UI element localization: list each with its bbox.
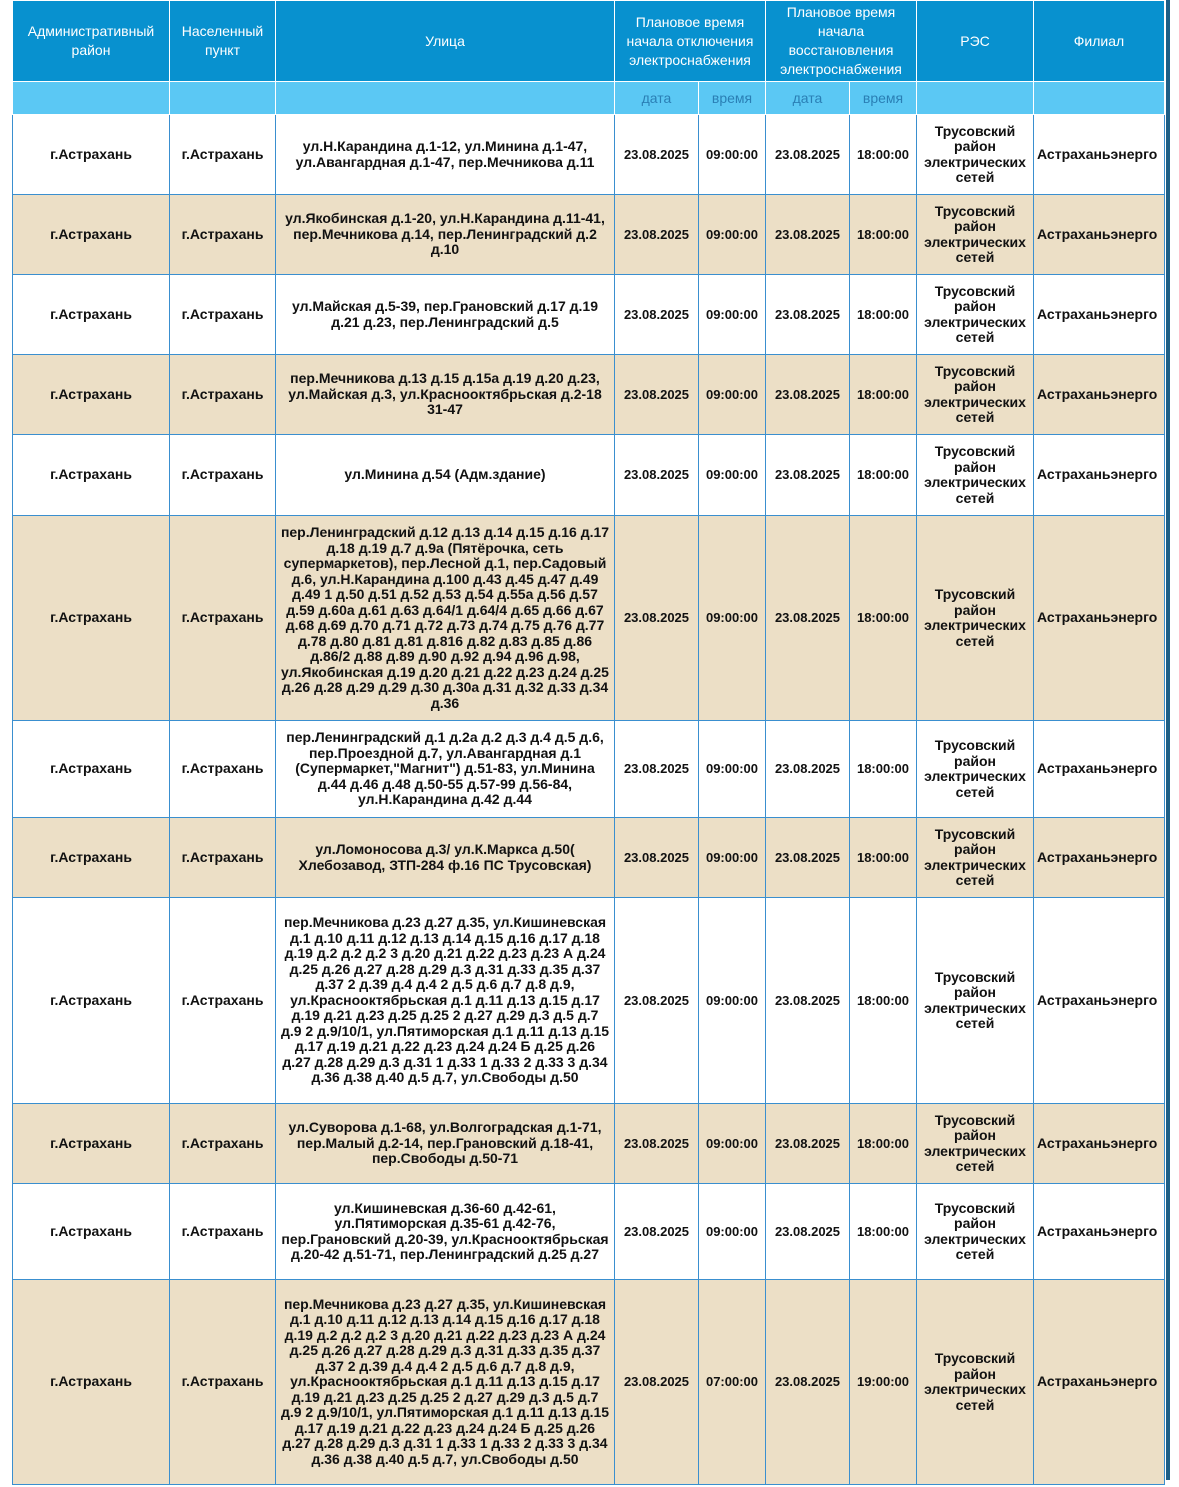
subheader-end-date[interactable]: дата (766, 82, 850, 115)
start-date-cell: 23.08.2025 (615, 898, 699, 1104)
street-cell: пер.Мечникова д.13 д.15 д.15а д.19 д.20 д.23, ул.Майская д.3, ул.Краснооктябрьская д.2-18 31-47 (276, 355, 615, 435)
res-cell: Трусовский район электрических сетей (917, 898, 1034, 1104)
branch-cell: Астраханьэнерго (1034, 1184, 1165, 1280)
end-date-cell: 23.08.2025 (766, 195, 850, 275)
settlement-cell: г.Астрахань (170, 818, 276, 898)
start-time-cell: 09:00:00 (699, 355, 766, 435)
district-cell: г.Астрахань (13, 355, 170, 435)
branch-cell: Астраханьэнерго (1034, 195, 1165, 275)
table-row (13, 1184, 1165, 1280)
district-cell: г.Астрахань (13, 721, 170, 818)
header-end-time[interactable]: Плановое время начала восстановления электроснабжения (766, 1, 917, 82)
street-cell: ул.Якобинская д.1-20, ул.Н.Карандина д.11-41, пер.Мечникова д.14, пер.Ленинградский д.2 д.10 (276, 195, 615, 275)
street-cell: ул.Майская д.5-39, пер.Грановский д.17 д.19 д.21 д.23, пер.Ленинградский д.5 (276, 275, 615, 355)
end-time-cell: 18:00:00 (850, 818, 917, 898)
start-time-cell: 09:00:00 (699, 115, 766, 195)
street-cell: ул.Минина д.54 (Адм.здание) (276, 435, 615, 516)
settlement-cell: г.Астрахань (170, 355, 276, 435)
settlement-cell: г.Астрахань (170, 898, 276, 1104)
start-time-cell: 09:00:00 (699, 721, 766, 818)
start-time-cell: 09:00:00 (699, 435, 766, 516)
table-header (13, 1, 1165, 115)
table-row (13, 1280, 1165, 1485)
res-cell: Трусовский район электрических сетей (917, 1104, 1034, 1184)
start-date-cell: 23.08.2025 (615, 435, 699, 516)
res-cell: Трусовский район электрических сетей (917, 195, 1034, 275)
settlement-cell: г.Астрахань (170, 1280, 276, 1485)
start-time-cell: 09:00:00 (699, 1184, 766, 1280)
branch-cell: Астраханьэнерго (1034, 115, 1165, 195)
street-cell: ул.Кишиневская д.36-60 д.42-61, ул.Пятиморская д.35-61 д.42-76, пер.Грановский д.20-39, ул.Краснооктябрьская д.20-42 д.51-71, пер.Ленинградский д.25 д.27 (276, 1184, 615, 1280)
end-date-cell: 23.08.2025 (766, 721, 850, 818)
header-street[interactable]: Улица (276, 1, 615, 82)
table-body (13, 115, 1165, 1485)
branch-cell: Астраханьэнерго (1034, 435, 1165, 516)
street-cell: пер.Ленинградский д.1 д.2а д.2 д.3 д.4 д.5 д.6, пер.Проездной д.7, ул.Авангардная д.1 (Супермаркет,"Магнит") д.51-83, ул.Минина д.44 д.46 д.48 д.50-55 д.57-99 д.56-84, ул.Н.Карандина д.42 д.44 (276, 721, 615, 818)
street-cell: пер.Мечникова д.23 д.27 д.35, ул.Кишиневская д.1 д.10 д.11 д.12 д.13 д.14 д.15 д.16 д.17 д.18 д.19 д.2 д.2 д.2 3 д.20 д.21 д.22 д.23 д.23 А д.24 д.25 д.26 д.27 д.28 д.29 д.3 д.31 д.33 д.35 д.37 д.37 2 д.39 д.4 д.4 2 д.5 д.6 д.7 д.8 д.9, ул.Краснооктябрьская д.1 д.11 д.13 д.15 д.17 д.19 д.21 д.23 д.25 д.25 2 д.27 д.29 д.3 д.5 д.7 д.9 2 д.9/10/1, ул.Пятиморская д.1 д.11 д.13 д.15 д.17 д.19 д.21 д.22 д.23 д.24 д.24 Б д.25 д.26 д.27 д.28 д.29 д.3 д.31 1 д.33 1 д.33 2 д.33 3 д.34 д.36 д.38 д.40 д.5 д.7, ул.Свободы д.50 (276, 1280, 615, 1485)
end-date-cell: 23.08.2025 (766, 516, 850, 721)
district-cell: г.Астрахань (13, 195, 170, 275)
start-date-cell: 23.08.2025 (615, 818, 699, 898)
subheader-start-date[interactable]: дата (615, 82, 699, 115)
start-date-cell: 23.08.2025 (615, 1104, 699, 1184)
outage-schedule (12, 0, 1167, 1485)
end-date-cell: 23.08.2025 (766, 435, 850, 516)
subheader-empty (1034, 82, 1165, 115)
street-cell: пер.Мечникова д.23 д.27 д.35, ул.Кишиневская д.1 д.10 д.11 д.12 д.13 д.14 д.15 д.16 д.17 д.18 д.19 д.2 д.2 д.2 3 д.20 д.21 д.22 д.23 д.23 А д.24 д.25 д.26 д.27 д.28 д.29 д.3 д.31 д.33 д.35 д.37 д.37 2 д.39 д.4 д.4 2 д.5 д.6 д.7 д.8 д.9, ул.Краснооктябрьская д.1 д.11 д.13 д.15 д.17 д.19 д.21 д.23 д.25 д.25 2 д.27 д.29 д.3 д.5 д.7 д.9 2 д.9/10/1, ул.Пятиморская д.1 д.11 д.13 д.15 д.17 д.19 д.21 д.22 д.23 д.24 д.24 Б д.25 д.26 д.27 д.28 д.29 д.3 д.31 1 д.33 1 д.33 2 д.33 3 д.34 д.36 д.38 д.40 д.5 д.7, ул.Свободы д.50 (276, 898, 615, 1104)
subheader-start-time[interactable]: время (699, 82, 766, 115)
start-date-cell: 23.08.2025 (615, 1280, 699, 1485)
start-time-cell: 09:00:00 (699, 516, 766, 721)
res-cell: Трусовский район электрических сетей (917, 721, 1034, 818)
street-cell: ул.Ломоносова д.3/ ул.К.Маркса д.50( Хлебозавод, ЗТП-284 ф.16 ПС Трусовская) (276, 818, 615, 898)
header-res[interactable]: РЭС (917, 1, 1034, 82)
res-cell: Трусовский район электрических сетей (917, 818, 1034, 898)
settlement-cell: г.Астрахань (170, 516, 276, 721)
start-date-cell: 23.08.2025 (615, 1184, 699, 1280)
res-cell: Трусовский район электрических сетей (917, 516, 1034, 721)
start-time-cell: 09:00:00 (699, 898, 766, 1104)
end-date-cell: 23.08.2025 (766, 275, 850, 355)
table-row (13, 898, 1165, 1104)
header-settlement[interactable]: Населенный пункт (170, 1, 276, 82)
header-branch[interactable]: Филиал (1034, 1, 1165, 82)
district-cell: г.Астрахань (13, 435, 170, 516)
district-cell: г.Астрахань (13, 516, 170, 721)
res-cell: Трусовский район электрических сетей (917, 115, 1034, 195)
branch-cell: Астраханьэнерго (1034, 275, 1165, 355)
district-cell: г.Астрахань (13, 275, 170, 355)
settlement-cell: г.Астрахань (170, 195, 276, 275)
settlement-cell: г.Астрахань (170, 1104, 276, 1184)
street-cell: ул.Суворова д.1-68, ул.Волгоградская д.1-71, пер.Малый д.2-14, пер.Грановский д.18-41, пер.Свободы д.50-71 (276, 1104, 615, 1184)
table-row (13, 516, 1165, 721)
start-time-cell: 09:00:00 (699, 195, 766, 275)
end-time-cell: 18:00:00 (850, 115, 917, 195)
district-cell: г.Астрахань (13, 115, 170, 195)
end-date-cell: 23.08.2025 (766, 1184, 850, 1280)
end-time-cell: 18:00:00 (850, 435, 917, 516)
end-time-cell: 18:00:00 (850, 275, 917, 355)
res-cell: Трусовский район электрических сетей (917, 1184, 1034, 1280)
res-cell: Трусовский район электрических сетей (917, 275, 1034, 355)
subheader-end-time[interactable]: время (850, 82, 917, 115)
subheader-empty (276, 82, 615, 115)
district-cell: г.Астрахань (13, 818, 170, 898)
outage-table (12, 0, 1165, 1485)
end-date-cell: 23.08.2025 (766, 1280, 850, 1485)
res-cell: Трусовский район электрических сетей (917, 435, 1034, 516)
branch-cell: Астраханьэнерго (1034, 898, 1165, 1104)
district-cell: г.Астрахань (13, 898, 170, 1104)
end-time-cell: 18:00:00 (850, 721, 917, 818)
start-time-cell: 09:00:00 (699, 818, 766, 898)
end-date-cell: 23.08.2025 (766, 898, 850, 1104)
table-row (13, 195, 1165, 275)
end-time-cell: 19:00:00 (850, 1280, 917, 1485)
table-row (13, 818, 1165, 898)
table-row (13, 355, 1165, 435)
district-cell: г.Астрахань (13, 1280, 170, 1485)
end-time-cell: 18:00:00 (850, 355, 917, 435)
branch-cell: Астраханьэнерго (1034, 1280, 1165, 1485)
street-cell: пер.Ленинградский д.12 д.13 д.14 д.15 д.16 д.17 д.18 д.19 д.7 д.9а (Пятёрочка, сеть супермаркетов), пер.Лесной д.1, пер.Садовый д.6, ул.Н.Карандина д.100 д.43 д.45 д.47 д.49 д.49 1 д.50 д.51 д.52 д.53 д.54 д.55а д.56 д.57 д.59 д.60а д.61 д.63 д.64/1 д.64/4 д.65 д.66 д.67 д.68 д.69 д.70 д.71 д.72 д.73 д.74 д.75 д.76 д.77 д.78 д.80 д.81 д.81 д.816 д.82 д.83 д.85 д.86 д.86/2 д.88 д.89 д.90 д.92 д.94 д.96 д.98, ул.Якобинская д.19 д.20 д.21 д.22 д.23 д.24 д.25 д.26 д.28 д.29 д.29 д.30 д.30а д.31 д.32 д.33 д.34 д.36 (276, 516, 615, 721)
vertical-scrollbar[interactable] (1166, 0, 1170, 1480)
settlement-cell: г.Астрахань (170, 435, 276, 516)
end-time-cell: 18:00:00 (850, 1104, 917, 1184)
table-row (13, 115, 1165, 195)
res-cell: Трусовский район электрических сетей (917, 1280, 1034, 1485)
res-cell: Трусовский район электрических сетей (917, 355, 1034, 435)
start-date-cell: 23.08.2025 (615, 516, 699, 721)
settlement-cell: г.Астрахань (170, 1184, 276, 1280)
end-time-cell: 18:00:00 (850, 1184, 917, 1280)
start-date-cell: 23.08.2025 (615, 115, 699, 195)
branch-cell: Астраханьэнерго (1034, 1104, 1165, 1184)
settlement-cell: г.Астрахань (170, 115, 276, 195)
start-date-cell: 23.08.2025 (615, 195, 699, 275)
subheader-empty (13, 82, 170, 115)
table-row (13, 435, 1165, 516)
table-row (13, 721, 1165, 818)
branch-cell: Астраханьэнерго (1034, 721, 1165, 818)
start-time-cell: 09:00:00 (699, 1104, 766, 1184)
table-row (13, 1104, 1165, 1184)
start-date-cell: 23.08.2025 (615, 275, 699, 355)
branch-cell: Астраханьэнерго (1034, 355, 1165, 435)
end-date-cell: 23.08.2025 (766, 115, 850, 195)
end-time-cell: 18:00:00 (850, 195, 917, 275)
branch-cell: Астраханьэнерго (1034, 818, 1165, 898)
district-cell: г.Астрахань (13, 1184, 170, 1280)
start-time-cell: 07:00:00 (699, 1280, 766, 1485)
header-start-time[interactable]: Плановое время начала отключения электроснабжения (615, 1, 766, 82)
street-cell: ул.Н.Карандина д.1-12, ул.Минина д.1-47, ул.Авангардная д.1-47, пер.Мечникова д.11 (276, 115, 615, 195)
table-row (13, 275, 1165, 355)
district-cell: г.Астрахань (13, 1104, 170, 1184)
settlement-cell: г.Астрахань (170, 721, 276, 818)
start-date-cell: 23.08.2025 (615, 721, 699, 818)
branch-cell: Астраханьэнерго (1034, 516, 1165, 721)
subheader-empty (170, 82, 276, 115)
subheader-empty (917, 82, 1034, 115)
end-time-cell: 18:00:00 (850, 516, 917, 721)
settlement-cell: г.Астрахань (170, 275, 276, 355)
end-date-cell: 23.08.2025 (766, 1104, 850, 1184)
start-time-cell: 09:00:00 (699, 275, 766, 355)
end-date-cell: 23.08.2025 (766, 818, 850, 898)
end-date-cell: 23.08.2025 (766, 355, 850, 435)
start-date-cell: 23.08.2025 (615, 355, 699, 435)
end-time-cell: 18:00:00 (850, 898, 917, 1104)
header-admin-district[interactable]: Административный район (13, 1, 170, 82)
